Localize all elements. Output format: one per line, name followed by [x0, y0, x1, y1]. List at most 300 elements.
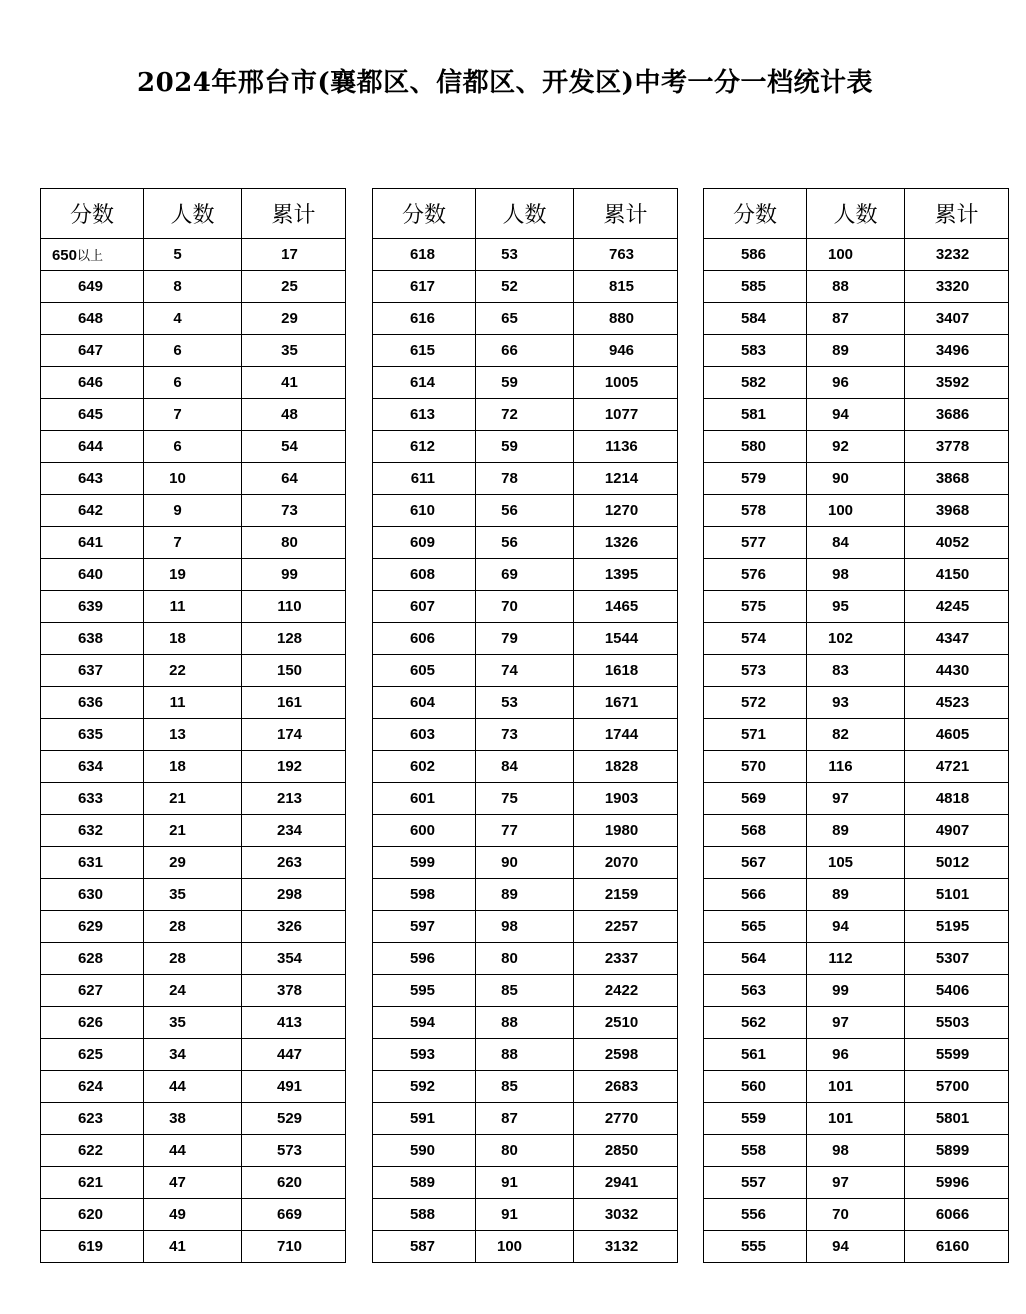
count-cell: 35 [144, 1007, 242, 1039]
table-row [41, 527, 346, 559]
score-cell: 571 [704, 719, 807, 751]
score-cell: 588 [373, 1199, 476, 1231]
cumulative-cell: 99 [242, 559, 346, 591]
cumulative-cell: 4052 [905, 527, 1009, 559]
header-cumulative: 累计 [905, 189, 1009, 239]
count-cell: 8 [144, 271, 242, 303]
count-cell: 34 [144, 1039, 242, 1071]
cumulative-cell: 2941 [574, 1167, 678, 1199]
table-row [373, 591, 678, 623]
score-cell: 607 [373, 591, 476, 623]
score-cell: 559 [704, 1103, 807, 1135]
cumulative-cell: 1395 [574, 559, 678, 591]
score-cell: 647 [41, 335, 144, 367]
score-cell: 648 [41, 303, 144, 335]
score-cell: 595 [373, 975, 476, 1007]
table-row [373, 1199, 678, 1231]
cumulative-cell: 4245 [905, 591, 1009, 623]
header-count: 人数 [807, 189, 905, 239]
count-cell: 112 [807, 943, 905, 975]
cumulative-cell: 3686 [905, 399, 1009, 431]
count-cell: 72 [476, 399, 574, 431]
page-title: 2024年邢台市(襄都区、信都区、开发区)中考一分一档统计表 [137, 68, 873, 98]
score-cell: 580 [704, 431, 807, 463]
table-row [704, 1199, 1009, 1231]
count-cell: 7 [144, 527, 242, 559]
cumulative-cell: 73 [242, 495, 346, 527]
cumulative-cell: 3778 [905, 431, 1009, 463]
count-cell: 80 [476, 943, 574, 975]
score-cell: 560 [704, 1071, 807, 1103]
score-cell: 600 [373, 815, 476, 847]
cumulative-cell: 620 [242, 1167, 346, 1199]
cumulative-cell: 4150 [905, 559, 1009, 591]
cumulative-cell: 5012 [905, 847, 1009, 879]
table-row [41, 943, 346, 975]
count-cell: 56 [476, 495, 574, 527]
count-cell: 79 [476, 623, 574, 655]
score-cell: 615 [373, 335, 476, 367]
score-cell: 603 [373, 719, 476, 751]
header-count: 人数 [476, 189, 574, 239]
cumulative-cell: 1828 [574, 751, 678, 783]
score-cell: 640 [41, 559, 144, 591]
count-cell: 85 [476, 1071, 574, 1103]
table-row [704, 1167, 1009, 1199]
table-row [704, 527, 1009, 559]
table-row [373, 367, 678, 399]
score-cell: 582 [704, 367, 807, 399]
count-cell: 95 [807, 591, 905, 623]
count-cell: 4 [144, 303, 242, 335]
count-cell: 18 [144, 751, 242, 783]
count-cell: 70 [476, 591, 574, 623]
count-cell: 47 [144, 1167, 242, 1199]
table-row [41, 847, 346, 879]
table-row [373, 783, 678, 815]
table-row [704, 431, 1009, 463]
score-table-1 [40, 188, 346, 1263]
cumulative-cell: 2598 [574, 1039, 678, 1071]
count-cell: 89 [476, 879, 574, 911]
count-cell: 5 [144, 239, 242, 271]
cumulative-cell: 2770 [574, 1103, 678, 1135]
count-cell: 28 [144, 943, 242, 975]
cumulative-cell: 669 [242, 1199, 346, 1231]
table-row [373, 431, 678, 463]
score-cell: 558 [704, 1135, 807, 1167]
count-cell: 38 [144, 1103, 242, 1135]
count-cell: 21 [144, 783, 242, 815]
cumulative-cell: 573 [242, 1135, 346, 1167]
count-cell: 59 [476, 431, 574, 463]
score-cell: 639 [41, 591, 144, 623]
count-cell: 100 [476, 1231, 574, 1263]
score-cell: 555 [704, 1231, 807, 1263]
cumulative-cell: 4605 [905, 719, 1009, 751]
table-row [373, 911, 678, 943]
cumulative-cell: 5195 [905, 911, 1009, 943]
table-row [704, 1071, 1009, 1103]
count-cell: 100 [807, 239, 905, 271]
count-cell: 7 [144, 399, 242, 431]
score-cell: 570 [704, 751, 807, 783]
cumulative-cell: 4347 [905, 623, 1009, 655]
score-cell: 612 [373, 431, 476, 463]
cumulative-cell: 150 [242, 655, 346, 687]
table-row [704, 911, 1009, 943]
cumulative-cell: 2850 [574, 1135, 678, 1167]
cumulative-cell: 35 [242, 335, 346, 367]
score-cell: 575 [704, 591, 807, 623]
cumulative-cell: 3496 [905, 335, 1009, 367]
cumulative-cell: 298 [242, 879, 346, 911]
count-cell: 91 [476, 1199, 574, 1231]
score-cell: 577 [704, 527, 807, 559]
score-cell: 628 [41, 943, 144, 975]
table-row [373, 719, 678, 751]
table-row [373, 463, 678, 495]
header-score: 分数 [704, 189, 807, 239]
table-row [373, 687, 678, 719]
cumulative-cell: 1270 [574, 495, 678, 527]
count-cell: 75 [476, 783, 574, 815]
table-row [41, 687, 346, 719]
table-row [41, 911, 346, 943]
header-count: 人数 [144, 189, 242, 239]
score-cell: 610 [373, 495, 476, 527]
cumulative-cell: 413 [242, 1007, 346, 1039]
count-cell: 98 [476, 911, 574, 943]
table-row [41, 399, 346, 431]
score-cell: 572 [704, 687, 807, 719]
score-cell: 601 [373, 783, 476, 815]
score-cell: 605 [373, 655, 476, 687]
table-row [41, 559, 346, 591]
table-row [41, 975, 346, 1007]
score-cell: 642 [41, 495, 144, 527]
count-cell: 105 [807, 847, 905, 879]
count-cell: 18 [144, 623, 242, 655]
score-cell: 611 [373, 463, 476, 495]
table-row [41, 1135, 346, 1167]
table-row [41, 463, 346, 495]
cumulative-cell: 4818 [905, 783, 1009, 815]
count-cell: 100 [807, 495, 905, 527]
count-cell: 101 [807, 1071, 905, 1103]
score-cell: 604 [373, 687, 476, 719]
table-row [373, 815, 678, 847]
cumulative-cell: 2070 [574, 847, 678, 879]
header-cumulative: 累计 [242, 189, 346, 239]
score-cell: 637 [41, 655, 144, 687]
table-row [373, 239, 678, 271]
table-row [704, 783, 1009, 815]
score-cell: 576 [704, 559, 807, 591]
header-score: 分数 [41, 189, 144, 239]
score-cell: 556 [704, 1199, 807, 1231]
cumulative-cell: 1077 [574, 399, 678, 431]
score-cell: 635 [41, 719, 144, 751]
score-cell: 593 [373, 1039, 476, 1071]
table-row [41, 239, 346, 271]
cumulative-cell: 529 [242, 1103, 346, 1135]
score-cell: 581 [704, 399, 807, 431]
score-cell: 583 [704, 335, 807, 367]
table-row [704, 1135, 1009, 1167]
count-cell: 101 [807, 1103, 905, 1135]
count-cell: 52 [476, 271, 574, 303]
cumulative-cell: 17 [242, 239, 346, 271]
score-cell: 621 [41, 1167, 144, 1199]
table-row [41, 271, 346, 303]
count-cell: 90 [476, 847, 574, 879]
table-row [373, 1167, 678, 1199]
table-row [41, 783, 346, 815]
table-row [373, 975, 678, 1007]
score-cell: 650以上 [41, 239, 144, 271]
cumulative-cell: 2159 [574, 879, 678, 911]
score-cell: 608 [373, 559, 476, 591]
table-row [704, 271, 1009, 303]
cumulative-cell: 25 [242, 271, 346, 303]
score-cell: 632 [41, 815, 144, 847]
cumulative-cell: 946 [574, 335, 678, 367]
cumulative-cell: 5801 [905, 1103, 1009, 1135]
score-cell: 646 [41, 367, 144, 399]
count-cell: 89 [807, 335, 905, 367]
score-cell: 594 [373, 1007, 476, 1039]
count-cell: 65 [476, 303, 574, 335]
table-row [41, 591, 346, 623]
count-cell: 85 [476, 975, 574, 1007]
count-cell: 29 [144, 847, 242, 879]
cumulative-cell: 54 [242, 431, 346, 463]
table-row [704, 463, 1009, 495]
count-cell: 91 [476, 1167, 574, 1199]
cumulative-cell: 192 [242, 751, 346, 783]
score-cell: 578 [704, 495, 807, 527]
cumulative-cell: 815 [574, 271, 678, 303]
cumulative-cell: 2422 [574, 975, 678, 1007]
table-row [373, 1071, 678, 1103]
count-cell: 56 [476, 527, 574, 559]
score-cell: 624 [41, 1071, 144, 1103]
cumulative-cell: 4721 [905, 751, 1009, 783]
cumulative-cell: 2257 [574, 911, 678, 943]
score-cell: 641 [41, 527, 144, 559]
cumulative-cell: 326 [242, 911, 346, 943]
cumulative-cell: 1465 [574, 591, 678, 623]
score-cell: 634 [41, 751, 144, 783]
table-row [373, 559, 678, 591]
count-cell: 28 [144, 911, 242, 943]
table-row [373, 1135, 678, 1167]
count-cell: 84 [476, 751, 574, 783]
score-cell: 638 [41, 623, 144, 655]
table-row [373, 1103, 678, 1135]
table-row [41, 879, 346, 911]
score-cell: 568 [704, 815, 807, 847]
cumulative-cell: 1005 [574, 367, 678, 399]
score-cell: 599 [373, 847, 476, 879]
table-row [373, 303, 678, 335]
cumulative-cell: 3868 [905, 463, 1009, 495]
table-row [704, 303, 1009, 335]
count-cell: 22 [144, 655, 242, 687]
count-cell: 82 [807, 719, 905, 751]
count-cell: 116 [807, 751, 905, 783]
count-cell: 69 [476, 559, 574, 591]
count-cell: 19 [144, 559, 242, 591]
count-cell: 80 [476, 1135, 574, 1167]
score-cell: 564 [704, 943, 807, 975]
count-cell: 99 [807, 975, 905, 1007]
score-cell: 626 [41, 1007, 144, 1039]
cumulative-cell: 447 [242, 1039, 346, 1071]
table-row [373, 527, 678, 559]
cumulative-cell: 5101 [905, 879, 1009, 911]
table-row [41, 335, 346, 367]
score-cell: 614 [373, 367, 476, 399]
cumulative-cell: 1980 [574, 815, 678, 847]
score-cell: 597 [373, 911, 476, 943]
cumulative-cell: 48 [242, 399, 346, 431]
cumulative-cell: 110 [242, 591, 346, 623]
count-cell: 84 [807, 527, 905, 559]
count-cell: 6 [144, 431, 242, 463]
table-row [704, 687, 1009, 719]
score-cell: 616 [373, 303, 476, 335]
score-cell: 649 [41, 271, 144, 303]
table-row [41, 367, 346, 399]
header-score: 分数 [373, 189, 476, 239]
cumulative-cell: 1618 [574, 655, 678, 687]
cumulative-cell: 80 [242, 527, 346, 559]
cumulative-cell: 174 [242, 719, 346, 751]
table-row [704, 719, 1009, 751]
table-row [704, 751, 1009, 783]
count-cell: 90 [807, 463, 905, 495]
table-row [41, 751, 346, 783]
count-cell: 53 [476, 239, 574, 271]
table-row [704, 847, 1009, 879]
table-row [704, 1103, 1009, 1135]
count-cell: 98 [807, 1135, 905, 1167]
table-row [373, 655, 678, 687]
score-cell: 589 [373, 1167, 476, 1199]
count-cell: 94 [807, 911, 905, 943]
table-row [41, 303, 346, 335]
table-row [41, 1103, 346, 1135]
table-row [704, 239, 1009, 271]
count-cell: 21 [144, 815, 242, 847]
table-row [41, 495, 346, 527]
score-cell: 565 [704, 911, 807, 943]
count-cell: 94 [807, 1231, 905, 1263]
cumulative-cell: 1326 [574, 527, 678, 559]
cumulative-cell: 378 [242, 975, 346, 1007]
score-cell: 633 [41, 783, 144, 815]
table-row [704, 623, 1009, 655]
cumulative-cell: 263 [242, 847, 346, 879]
score-cell: 631 [41, 847, 144, 879]
cumulative-cell: 880 [574, 303, 678, 335]
table-row [373, 495, 678, 527]
cumulative-cell: 5996 [905, 1167, 1009, 1199]
cumulative-cell: 3407 [905, 303, 1009, 335]
header-cumulative: 累计 [574, 189, 678, 239]
table-row [704, 591, 1009, 623]
cumulative-cell: 161 [242, 687, 346, 719]
cumulative-cell: 1744 [574, 719, 678, 751]
cumulative-cell: 234 [242, 815, 346, 847]
cumulative-cell: 710 [242, 1231, 346, 1263]
score-cell: 573 [704, 655, 807, 687]
count-cell: 88 [807, 271, 905, 303]
score-cell: 602 [373, 751, 476, 783]
score-cell: 584 [704, 303, 807, 335]
table-row [373, 623, 678, 655]
score-cell: 620 [41, 1199, 144, 1231]
table-row [704, 335, 1009, 367]
score-cell: 644 [41, 431, 144, 463]
table-row [41, 719, 346, 751]
table-row [704, 1231, 1009, 1263]
count-cell: 98 [807, 559, 905, 591]
count-cell: 11 [144, 687, 242, 719]
count-cell: 97 [807, 783, 905, 815]
count-cell: 96 [807, 367, 905, 399]
cumulative-cell: 354 [242, 943, 346, 975]
score-cell: 563 [704, 975, 807, 1007]
cumulative-cell: 491 [242, 1071, 346, 1103]
count-cell: 97 [807, 1167, 905, 1199]
table-row [704, 943, 1009, 975]
score-cell: 590 [373, 1135, 476, 1167]
count-cell: 88 [476, 1039, 574, 1071]
cumulative-cell: 5899 [905, 1135, 1009, 1167]
score-cell: 579 [704, 463, 807, 495]
score-cell: 627 [41, 975, 144, 1007]
count-cell: 6 [144, 367, 242, 399]
cumulative-cell: 2683 [574, 1071, 678, 1103]
table-row [41, 655, 346, 687]
count-cell: 97 [807, 1007, 905, 1039]
table-row [373, 271, 678, 303]
score-cell: 645 [41, 399, 144, 431]
cumulative-cell: 213 [242, 783, 346, 815]
count-cell: 88 [476, 1007, 574, 1039]
score-cell: 629 [41, 911, 144, 943]
table-row [373, 847, 678, 879]
score-cell: 609 [373, 527, 476, 559]
table-row [41, 1231, 346, 1263]
cumulative-cell: 4430 [905, 655, 1009, 687]
cumulative-cell: 41 [242, 367, 346, 399]
table-row [41, 1007, 346, 1039]
count-cell: 24 [144, 975, 242, 1007]
cumulative-cell: 5599 [905, 1039, 1009, 1071]
table-row [41, 623, 346, 655]
table-row [373, 879, 678, 911]
score-table-3 [703, 188, 1009, 1263]
score-cell: 643 [41, 463, 144, 495]
score-cell: 623 [41, 1103, 144, 1135]
score-cell: 630 [41, 879, 144, 911]
score-cell: 613 [373, 399, 476, 431]
cumulative-cell: 5503 [905, 1007, 1009, 1039]
